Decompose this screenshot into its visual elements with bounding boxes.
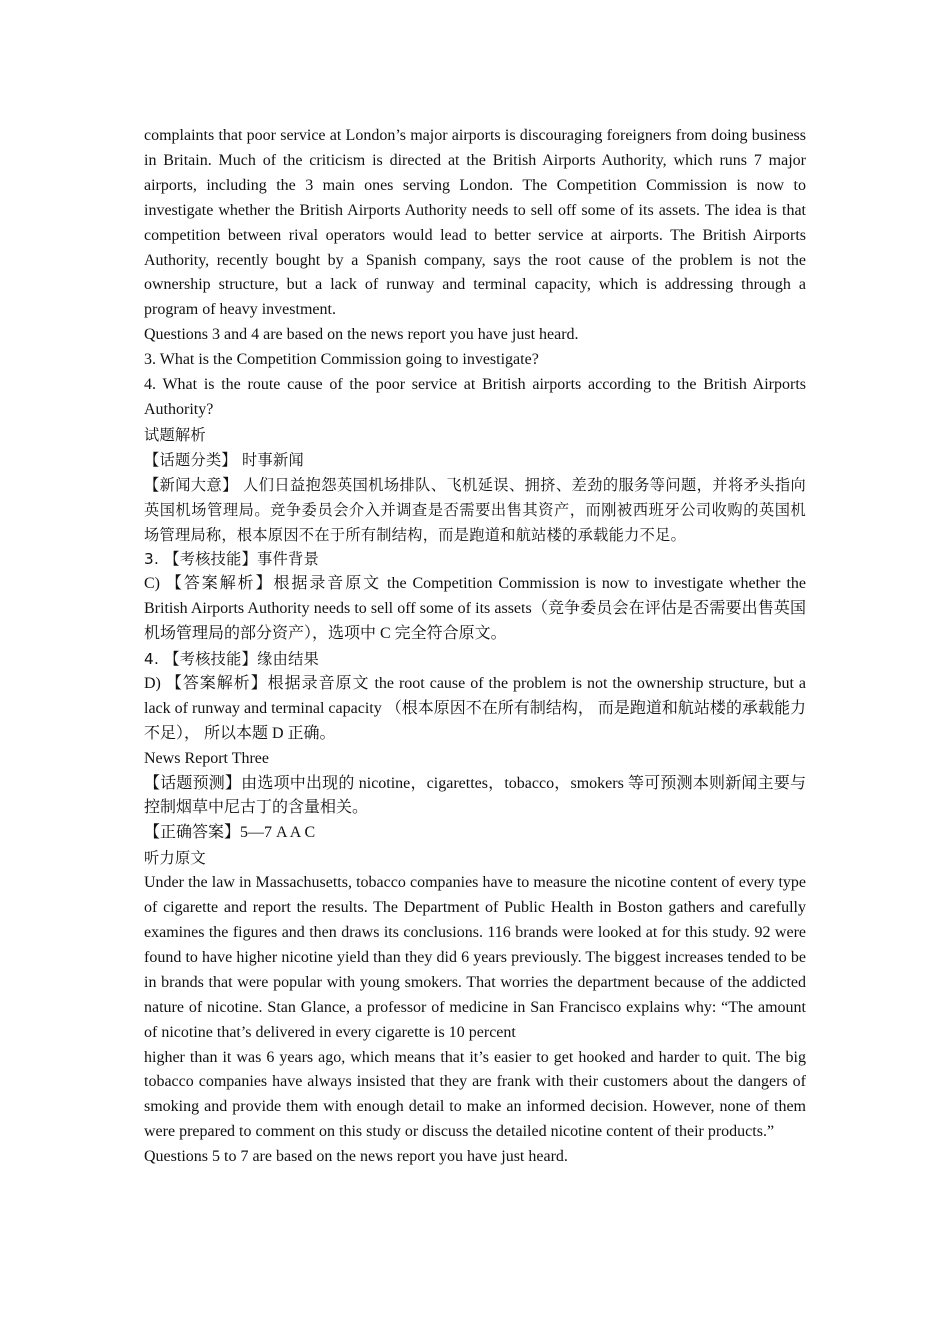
report3-transcript-part1: Under the law in Massachusetts, tobacco companies have to measure the nicotine content of every type of cigarette and report the results. The Department of Public Health in Boston gathers and carefully examines the figures and then draws its conclusions. 116 brands were looked at for this study. 92 were found to have higher nicotine yield than they did 6 years previously. The biggest increases tended to be in brands that were popular with young smokers. That worries the department because of the addicted nature of nicotine. Stan Glance, a professor of medicine in San Francisco explains why: “The amount of nicotine that’s delivered in every cigarette is 10 percent <box>144 874 806 1041</box>
q3-skill: 3. 【考核技能】事件背景 <box>144 550 320 569</box>
question-3: 3. What is the Competition Commission going to investigate? <box>144 351 539 369</box>
report3-transcript-part2: higher than it was 6 years ago, which means that it’s easier to get hooked and harder to quit. The big tobacco companies have always insisted that they are frank with their customers about the dangers of smoking and provide them with enough detail to make an informed decision. However, none of them were prepared to comment on this study or discuss the detailed nicotine content of their products.” <box>144 1048 806 1141</box>
report2-transcript-end: complaints that poor service at London’s major airports is discouraging foreigners from doing business in Britain. Much of the criticism is directed at the British Airports Authority, which runs 7 major airports, including the 3 main ones serving London. The Competition Commission is now to investigate whether the British Airports Authority needs to sell off some of its assets. The idea is that competition between rival operators would lead to better service at airports. The British Airports Authority, recently bought by a Spanish company, says the root cause of the problem is not the ownership structure, but a lack of runway and terminal capacity, which is addressing through a program of heavy investment. <box>144 127 806 319</box>
report3-title: News Report Three <box>144 749 269 767</box>
question-4: 4. What is the route cause of the poor service at British airports according to the British Airports Authority? <box>144 376 806 418</box>
report3-questions-intro: Questions 5 to 7 are based on the news report you have just heard. <box>144 1148 568 1166</box>
q4-answer-analysis: D) 【答案解析】根据录音原文 the root cause of the problem is not the ownership structure, but a lack of runway and terminal capacity （根本原因不在所有制结构， 而是跑道和航站楼的承载能力不足）， 所以本题 D 正确。 <box>144 674 806 742</box>
topic-prediction: 【话题预测】由选项中出现的 nicotine，cigarettes，tobacco，smokers 等可预测本则新闻主要与控制烟草中尼古丁的含量相关。 <box>144 774 806 817</box>
news-summary: 【新闻大意】 人们日益抱怨英国机场排队、飞机延误、拥挤、差劲的服务等问题，并将矛头指向英国机场管理局。竞争委员会介入并调查是否需要出售其资产，而刚被西班牙公司收购的英国机场管理局称，根本原因不在于所有制结构，而是跑道和航站楼的承载能力不足。 <box>144 475 806 544</box>
document-page <box>144 124 806 1170</box>
topic-category: 【话题分类】 时事新闻 <box>144 450 305 469</box>
correct-answers: 【正确答案】5—7 A A C <box>144 824 316 842</box>
analysis-heading: 试题解析 <box>144 425 206 444</box>
q3-answer-analysis: C) 【答案解析】根据录音原文 the Competition Commission is now to investigate whether the British Airports Authority needs to sell off some of its assets（竞争委员会在评估是否需要出售英国机场管理局的部分资产），选项中 C 完全符合原文。 <box>144 575 806 643</box>
transcript-heading: 听力原文 <box>144 849 206 868</box>
q4-skill: 4. 【考核技能】缘由结果 <box>144 650 320 669</box>
report2-questions-intro: Questions 3 and 4 are based on the news report you have just heard. <box>144 326 579 344</box>
